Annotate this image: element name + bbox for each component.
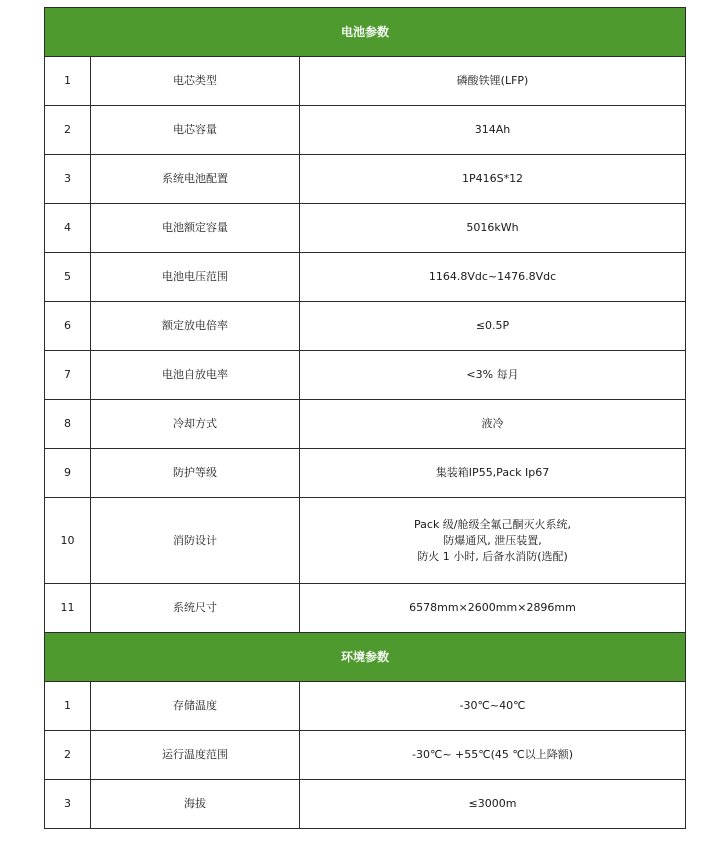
- param-value: ≤3000m: [300, 780, 686, 829]
- table-row: [45, 584, 686, 633]
- table-row: [45, 731, 686, 780]
- param-name: 存储温度: [91, 682, 300, 731]
- row-number: 7: [45, 351, 91, 400]
- param-name: 电芯容量: [91, 106, 300, 155]
- param-value: 1P416S*12: [300, 155, 686, 204]
- param-value: 314Ah: [300, 106, 686, 155]
- table-row: [45, 780, 686, 829]
- param-name: 运行温度范围: [91, 731, 300, 780]
- param-name: 电池额定容量: [91, 204, 300, 253]
- row-number: 2: [45, 106, 91, 155]
- table-row: [45, 498, 686, 584]
- param-value: 磷酸铁锂(LFP): [300, 57, 686, 106]
- param-name: 系统尺寸: [91, 584, 300, 633]
- row-number: 3: [45, 780, 91, 829]
- section-title: 电池参数: [45, 8, 686, 57]
- param-value: 6578mm×2600mm×2896mm: [300, 584, 686, 633]
- row-number: 9: [45, 449, 91, 498]
- table-row: [45, 155, 686, 204]
- row-number: 4: [45, 204, 91, 253]
- table-row: [45, 253, 686, 302]
- param-name: 电池自放电率: [91, 351, 300, 400]
- row-number: 1: [45, 682, 91, 731]
- row-number: 2: [45, 731, 91, 780]
- param-value: -30℃~ +55℃(45 ℃以上降额): [300, 731, 686, 780]
- spec-table: [44, 7, 686, 829]
- table-row: [45, 302, 686, 351]
- param-value: Pack 级/舱级全氟己酮灭火系统, 防爆通风, 泄压装置, 防火 1 小时, 后备水消防(选配): [300, 498, 686, 584]
- section-title: 环境参数: [45, 633, 686, 682]
- param-value: 液冷: [300, 400, 686, 449]
- param-name: 消防设计: [91, 498, 300, 584]
- table-row: [45, 400, 686, 449]
- row-number: 6: [45, 302, 91, 351]
- param-name: 电池电压范围: [91, 253, 300, 302]
- table-row: [45, 682, 686, 731]
- param-value: ≤0.5P: [300, 302, 686, 351]
- param-name: 防护等级: [91, 449, 300, 498]
- table-row: [45, 106, 686, 155]
- table-row: [45, 57, 686, 106]
- param-name: 额定放电倍率: [91, 302, 300, 351]
- section-header-battery: [45, 8, 686, 57]
- row-number: 1: [45, 57, 91, 106]
- param-name: 电芯类型: [91, 57, 300, 106]
- param-value: <3% 每月: [300, 351, 686, 400]
- row-number: 10: [45, 498, 91, 584]
- param-name: 海拔: [91, 780, 300, 829]
- param-value: 1164.8Vdc~1476.8Vdc: [300, 253, 686, 302]
- param-name: 冷却方式: [91, 400, 300, 449]
- row-number: 11: [45, 584, 91, 633]
- param-value: 5016kWh: [300, 204, 686, 253]
- table-row: [45, 449, 686, 498]
- row-number: 5: [45, 253, 91, 302]
- section-header-environment: [45, 633, 686, 682]
- table-row: [45, 204, 686, 253]
- param-value: 集装箱IP55,Pack Ip67: [300, 449, 686, 498]
- param-value: -30℃~40℃: [300, 682, 686, 731]
- param-name: 系统电池配置: [91, 155, 300, 204]
- row-number: 8: [45, 400, 91, 449]
- row-number: 3: [45, 155, 91, 204]
- table-row: [45, 351, 686, 400]
